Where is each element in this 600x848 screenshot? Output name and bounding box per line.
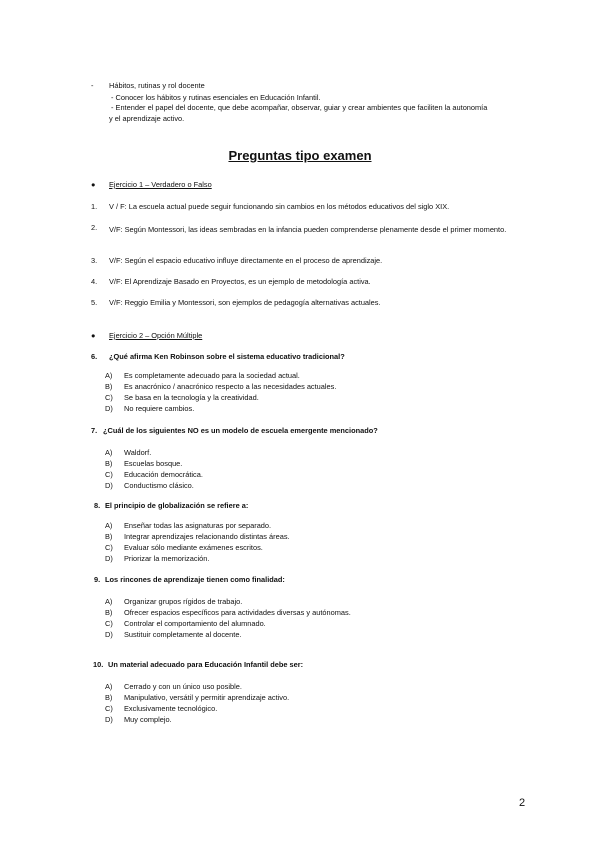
option-letter: B) [105, 459, 113, 468]
option-text: Sustituir completamente al docente. [124, 630, 242, 639]
option-letter: D) [105, 404, 113, 413]
option-letter: A) [105, 682, 113, 691]
option-text: Enseñar todas las asignaturas por separado. [124, 521, 272, 530]
option-letter: B) [105, 532, 113, 541]
option-letter: A) [105, 597, 113, 606]
question-text: V/F: Según el espacio educativo influye directamente en el proceso de aprendizaje. [109, 256, 383, 265]
question-text: ¿Qué afirma Ken Robinson sobre el sistema educativo tradicional? [109, 352, 345, 361]
option-letter: C) [105, 393, 113, 402]
option-text: Conductismo clásico. [124, 481, 194, 490]
option-letter: A) [105, 521, 113, 530]
option-text: Educación democrática. [124, 470, 203, 479]
question-text: V / F: La escuela actual puede seguir funcionando sin cambios en los métodos educativos del siglo XIX. [109, 202, 450, 211]
intro-heading: Hábitos, rutinas y rol docente [109, 81, 205, 90]
option-letter: A) [105, 448, 113, 457]
page-title: Preguntas tipo examen [228, 148, 372, 163]
option-letter: B) [105, 693, 113, 702]
option-letter: D) [105, 481, 113, 490]
question-number: 7. [91, 426, 98, 435]
question-text: V/F: Reggio Emilia y Montessori, son ejemplos de pedagogía alternativas actuales. [109, 298, 381, 307]
option-letter: A) [105, 371, 113, 380]
question-number: 8. [94, 501, 101, 510]
option-text: Ofrecer espacios específicos para actividades diversas y autónomas. [124, 608, 351, 617]
question-number: 5. [91, 298, 98, 307]
option-letter: C) [105, 470, 113, 479]
option-text: Es anacrónico / anacrónico respecto a las necesidades actuales. [124, 382, 337, 391]
question-text: V/F: Según Montessori, las ideas sembradas en la infancia pueden comprenderse plenamente desde el primer momento. [109, 225, 507, 234]
section-bullet: ● [91, 331, 96, 340]
option-text: Evaluar sólo mediante exámenes escritos. [124, 543, 263, 552]
question-text: ¿Cuál de los siguientes NO es un modelo de escuela emergente mencionado? [103, 426, 378, 435]
question-number: 6. [91, 352, 98, 361]
question-text: Los rincones de aprendizaje tienen como finalidad: [105, 575, 285, 584]
option-letter: C) [105, 704, 113, 713]
option-text: Integrar aprendizajes relacionando distintas áreas. [124, 532, 290, 541]
option-letter: D) [105, 715, 113, 724]
option-text: No requiere cambios. [124, 404, 195, 413]
intro-line: - Conocer los hábitos y rutinas esenciales en Educación Infantil. [111, 93, 321, 102]
option-letter: C) [105, 619, 113, 628]
question-text: El principio de globalización se refiere a: [105, 501, 249, 510]
page-number: 2 [519, 797, 526, 809]
question-number: 9. [94, 575, 101, 584]
question-number: 3. [91, 256, 98, 265]
option-text: Muy complejo. [124, 715, 172, 724]
option-text: Organizar grupos rígidos de trabajo. [124, 597, 243, 606]
option-text: Controlar el comportamiento del alumnado. [124, 619, 266, 628]
option-text: Waldorf. [124, 448, 152, 457]
question-number: 1. [91, 202, 98, 211]
question-number: 2. [91, 223, 98, 232]
option-text: Escuelas bosque. [124, 459, 183, 468]
option-text: Se basa en la tecnología y la creatividad. [124, 393, 259, 402]
question-text: V/F: El Aprendizaje Basado en Proyectos, es un ejemplo de metodología activa. [109, 277, 371, 286]
option-text: Priorizar la memorización. [124, 554, 210, 563]
section-2-label: Ejercicio 2 – Opción Múltiple [109, 331, 203, 340]
intro-line: - Entender el papel del docente, que debe acompañar, observar, guiar y crear ambientes que faciliten la autonomía [111, 103, 488, 112]
intro-line: y el aprendizaje activo. [109, 114, 185, 123]
section-bullet: ● [91, 180, 96, 189]
question-number: 10. [93, 660, 104, 669]
option-text: Es completamente adecuado para la sociedad actual. [124, 371, 300, 380]
option-letter: D) [105, 554, 113, 563]
intro-bullet: - [91, 81, 94, 90]
question-text: Un material adecuado para Educación Infantil debe ser: [108, 660, 304, 669]
option-text: Manipulativo, versátil y permitir aprendizaje activo. [124, 693, 290, 702]
section-1-label: Ejercicio 1 – Verdadero o Falso [109, 180, 212, 189]
option-text: Cerrado y con un único uso posible. [124, 682, 242, 691]
option-letter: B) [105, 608, 113, 617]
option-letter: C) [105, 543, 113, 552]
option-text: Exclusivamente tecnológico. [124, 704, 218, 713]
option-letter: D) [105, 630, 113, 639]
question-number: 4. [91, 277, 98, 286]
option-letter: B) [105, 382, 113, 391]
